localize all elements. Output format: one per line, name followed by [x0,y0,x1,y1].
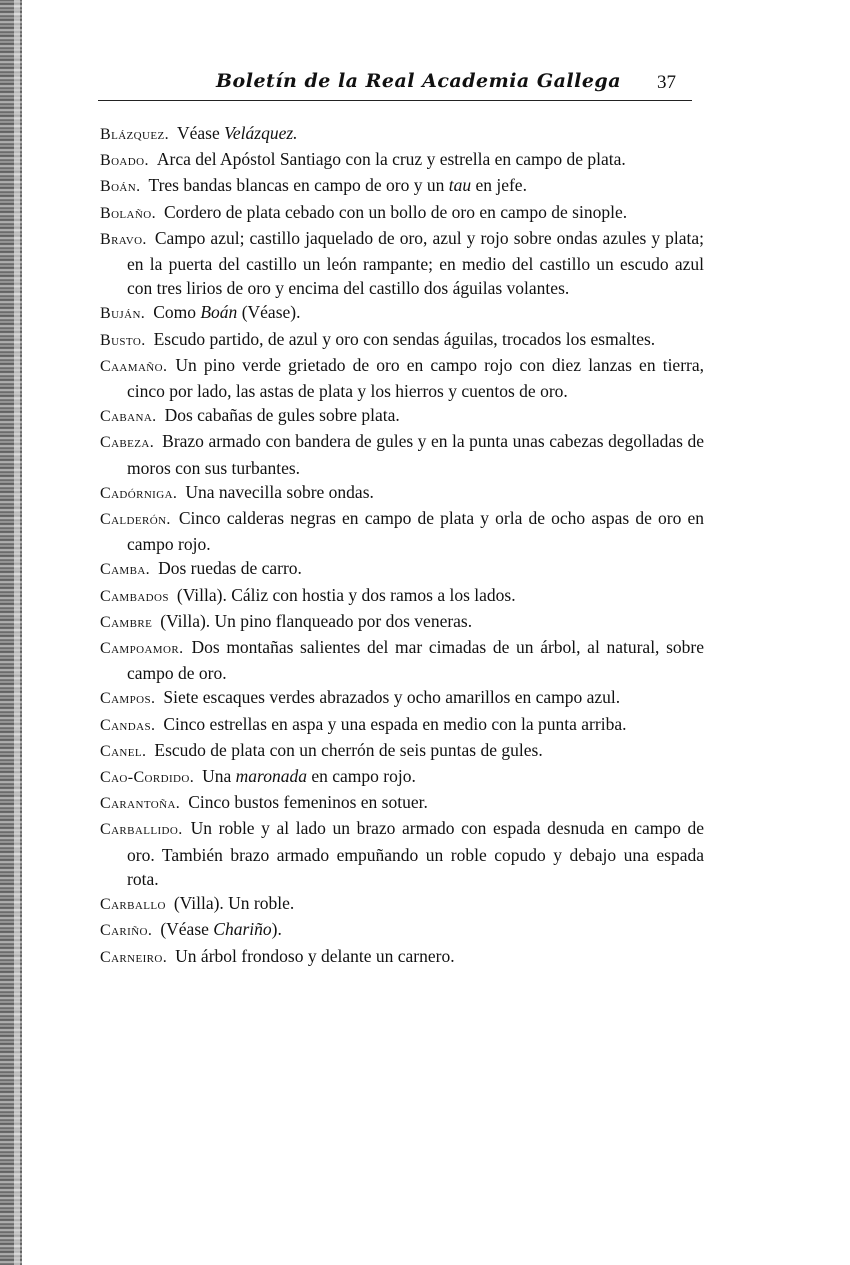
entry [100,327,704,353]
entry [100,200,704,226]
entry-description [127,818,704,888]
description-text: Cinco estrellas en aspa y una espada en medio con la punta arriba. [163,713,627,734]
entry [100,480,704,506]
entry [100,226,704,301]
description-text: (Véase [160,919,214,940]
entry [100,917,704,943]
entry-description [149,175,527,195]
entry-description [127,508,704,554]
description-text: Véase [176,123,225,143]
entry-description [174,893,294,913]
entry-description [165,405,400,425]
entry-term: Candas. [100,716,156,734]
entry [100,635,704,685]
description-text: Una navecilla sobre ondas. [185,481,374,502]
entry-description [160,919,282,939]
entry [100,891,704,917]
entry-term: Cao-Cordido. [100,769,195,787]
entry-term: Cariño. [100,922,153,940]
entry [100,147,704,173]
entry-term: Carballido. [100,821,183,839]
entry-term: Campos. [100,690,156,708]
entry-term: Blázquez. [100,126,169,143]
entry-description [185,482,374,502]
entry-term: Carantoña. [100,795,181,813]
running-header [98,64,692,101]
description-text: Cinco bustos femeninos en sotuer. [188,792,428,813]
entry [100,353,704,403]
italic-reference: Boán [200,302,238,323]
entry-term: Caamaño. [100,357,168,375]
entry-description [163,687,620,707]
italic-reference: Velázquez. [224,123,298,143]
entry-description [202,766,416,786]
entry [100,121,704,147]
description-text: Siete escaques verdes abrazados y ocho amarillos en campo azul. [163,687,621,708]
description-text: Cordero de plata cebado con un bollo de oro en campo de sinople. [163,201,628,222]
entry-description [127,228,704,298]
italic-reference: Chariño [213,919,272,940]
description-text: Una [202,766,236,787]
description-text: Campo azul; castillo jaquelado de oro, azul y rojo sobre ondas azules y plata; en la puerta del castillo un león rampante; en medio del castillo un escudo azul con tres lirios de oro y encima del castillo dos águilas volantes. [127,227,704,299]
entry-term: Cambre [100,613,153,631]
entry [100,300,704,326]
entry-description [158,558,302,578]
entry [100,764,704,790]
entry-description [177,585,516,605]
entry-description [160,611,472,631]
entry [100,790,704,816]
description-text: Arca del Apóstol Santiago con la cruz y estrella en campo de plata. [156,149,626,170]
description-text: Tres bandas blancas en campo de oro y un [148,175,449,196]
description-text: Dos montañas salientes del mar cimadas de un árbol, al natural, sobre campo de oro. [127,637,704,684]
entry-term: Campoamor. [100,640,184,658]
entry [100,816,704,891]
description-text: Escudo de plata con un cherrón de seis puntas de gules. [154,739,543,760]
entry-term: Cabeza. [100,434,155,452]
entry-description [127,637,704,683]
entry-term: Buján. [100,305,146,323]
entry [100,556,704,582]
entry [100,609,704,635]
entry [100,944,704,970]
entry [100,173,704,199]
entry-description [157,149,626,169]
entry [100,738,704,764]
description-text: Cinco calderas negras en campo de plata y orla de ocho aspas de oro en campo rojo. [127,508,704,555]
description-text: (Villa). Cáliz con hostia y dos ramos a los lados. [176,584,516,605]
heraldry-entries-list [100,121,704,970]
entry-description [175,946,454,966]
entry-description [164,202,627,222]
page-number: 37 [657,72,676,93]
description-text: Dos ruedas de carro. [158,558,302,579]
entry-description [127,355,704,401]
entry-term: Bravo. [100,230,147,248]
entry-term: Boado. [100,152,149,170]
entry-description [153,302,300,322]
entry-term: Cabana. [100,408,157,426]
entry-term: Cadórniga. [100,484,178,502]
entry [100,429,704,479]
description-text: (Villa). Un pino flanqueado por dos veneras. [160,610,473,631]
description-text: Un árbol frondoso y delante un carnero. [175,945,455,966]
entry-term: Cambados [100,587,169,605]
description-text-tail: (Véase). [237,302,301,323]
description-text: Escudo partido, de azul y oro con sendas águilas, trocados los esmaltes. [153,328,656,349]
entry-term: Busto. [100,331,146,349]
entry [100,506,704,556]
entry [100,712,704,738]
entry-term: Bolaño. [100,204,156,222]
entry-description [163,714,626,734]
description-text: Un roble y al lado un brazo armado con espada desnuda en campo de oro. También brazo armado empuñando un roble copudo y debajo una espada rota. [127,818,704,889]
entry-term: Carneiro. [100,948,168,966]
entry-description [188,792,428,812]
description-text-tail: ). [271,919,282,940]
entry-description [177,123,298,143]
entry [100,403,704,429]
description-text: Como [153,302,201,323]
description-text: (Villa). Un roble. [173,893,295,914]
entry [100,685,704,711]
page-gutter [14,0,20,1265]
entry-term: Camba. [100,561,151,579]
entry-term: Canel. [100,742,147,760]
entry [100,583,704,609]
description-text-tail: en campo rojo. [306,766,416,787]
italic-reference: maronada [235,766,307,787]
description-text: Un pino verde grietado de oro en campo rojo con diez lanzas en tierra, cinco por lado, las astas de plata y los hierros y cuentos de oro. [127,354,704,402]
entry-description [154,329,656,349]
entry-description [154,740,542,760]
description-text: Dos cabañas de gules sobre plata. [164,405,400,426]
entry-term: Calderón. [100,511,171,529]
description-text-tail: en jefe. [471,175,527,196]
journal-title: Boletín de la Real Academia Gallega [216,70,622,92]
description-text: Brazo armado con bandera de gules y en la punta unas cabezas degolladas de moros con sus turbantes. [127,431,704,478]
entry-term: Boán. [100,178,141,196]
entry-term: Carballo [100,896,166,914]
italic-reference: tau [448,175,472,196]
entry-description [127,431,704,477]
